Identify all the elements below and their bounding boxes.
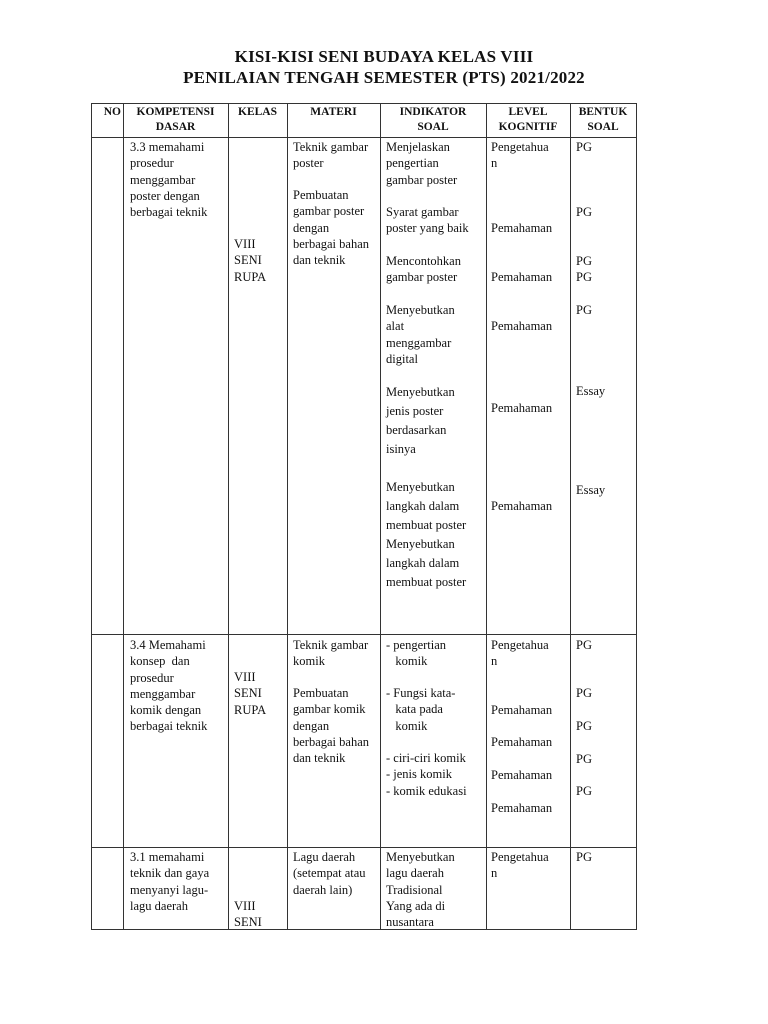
header-materi: MATERI (310, 106, 357, 118)
column-divider (91, 103, 92, 930)
table-border-bottom (91, 929, 636, 930)
row1-kelas: VIII SENI RUPA (234, 237, 267, 284)
row1-level-3: Pemahaman (491, 270, 553, 284)
row2-level-3: Pemahaman (491, 735, 553, 749)
row1-indikator-3: Mencontohkan gambar poster (386, 254, 461, 285)
column-divider (570, 103, 571, 930)
row1-materi-1: Teknik gambar poster (293, 140, 369, 171)
row1-indikator-1: Menjelaskan pengertian gambar poster (386, 140, 458, 187)
row1-level-6: Pemahaman (491, 499, 553, 513)
column-divider (228, 103, 229, 930)
row2-bentuk-5: PG (576, 784, 592, 798)
column-divider (287, 103, 288, 930)
header-kelas: KELAS (238, 106, 277, 118)
column-divider (380, 103, 381, 930)
row1-kompetensi-dasar: 3.3 memahami prosedur menggambar poster dengan berbagai teknik (130, 140, 208, 220)
row2-level-5: Pemahaman (491, 801, 553, 815)
row2-indikator-3: - ciri-ciri komik - jenis komik - komik edukasi (386, 751, 467, 798)
row2-indikator-2: - Fungsi kata- kata pada komik (386, 686, 456, 733)
row2-materi-2: Pembuatan gambar komik dengan berbagai bahan dan teknik (293, 686, 370, 766)
header-bentuk-soal: BENTUK SOAL (578, 106, 628, 133)
row-divider (91, 634, 636, 635)
row3-kelas: VIII SENI (234, 899, 262, 930)
header-no: NO (103, 106, 121, 118)
row2-kelas: VIII SENI RUPA (234, 670, 267, 717)
row2-bentuk-3: PG (576, 719, 592, 733)
document-title: KISI-KISI SENI BUDAYA KELAS VIII (234, 47, 534, 66)
row3-bentuk-1: PG (576, 850, 592, 864)
row2-materi-1: Teknik gambar komik (293, 638, 369, 669)
row1-bentuk-5: Essay (576, 384, 606, 398)
row2-level-4: Pemahaman (491, 768, 553, 782)
column-divider (486, 103, 487, 930)
row1-materi-2: Pembuatan gambar poster dengan berbagai bahan dan teknik (293, 188, 370, 268)
column-divider (636, 103, 637, 930)
row1-level-1: Pengetahua n (491, 140, 549, 171)
row2-level-2: Pemahaman (491, 703, 553, 717)
header-kompetensi-dasar: KOMPETENSI DASAR (136, 106, 215, 133)
row2-bentuk-1: PG (576, 638, 592, 652)
row2-bentuk-4: PG (576, 752, 592, 766)
row2-indikator-1: - pengertian komik (386, 638, 447, 669)
table-border-top (91, 103, 636, 104)
row1-bentuk-2: PG (576, 205, 592, 219)
row2-bentuk-2: PG (576, 686, 592, 700)
row3-materi-1: Lagu daerah (setempat atau daerah lain) (293, 850, 366, 897)
row1-bentuk-3: PG PG (576, 254, 592, 285)
row3-indikator-1: Menyebutkan lagu daerah Tradisional Yang ada di nusantara (386, 850, 455, 930)
row1-bentuk-6: Essay (576, 483, 606, 497)
row3-kompetensi-dasar: 3.1 memahami teknik dan gaya menyanyi lagu- lagu daerah (130, 850, 210, 913)
row1-indikator-4: Menyebutkan alat menggambar digital (386, 303, 455, 366)
row1-level-5: Pemahaman (491, 401, 553, 415)
row1-indikator-6: Menyebutkan langkah dalam membuat poster Menyebutkan langkah dalam membuat poster (386, 480, 467, 589)
row2-level-1: Pengetahua n (491, 638, 549, 669)
row3-level-1: Pengetahua n (491, 850, 549, 881)
row1-level-2: Pemahaman (491, 221, 553, 235)
row1-bentuk-4: PG (576, 303, 592, 317)
row2-kompetensi-dasar: 3.4 Memahami konsep dan prosedur menggambar komik dengan berbagai teknik (130, 638, 208, 734)
header-row-divider (91, 137, 636, 138)
row-divider (91, 847, 636, 848)
row1-level-4: Pemahaman (491, 319, 553, 333)
row1-indikator-2: Syarat gambar poster yang baik (386, 205, 469, 236)
document-subtitle: PENILAIAN TENGAH SEMESTER (PTS) 2021/2022 (183, 68, 585, 87)
row1-bentuk-1: PG (576, 140, 592, 154)
header-level-kognitif: LEVEL KOGNITIF (498, 106, 558, 133)
row1-indikator-5: Menyebutkan jenis poster berdasarkan isinya (386, 385, 455, 456)
header-indikator-soal: INDIKATOR SOAL (399, 106, 467, 133)
column-divider (123, 103, 124, 930)
